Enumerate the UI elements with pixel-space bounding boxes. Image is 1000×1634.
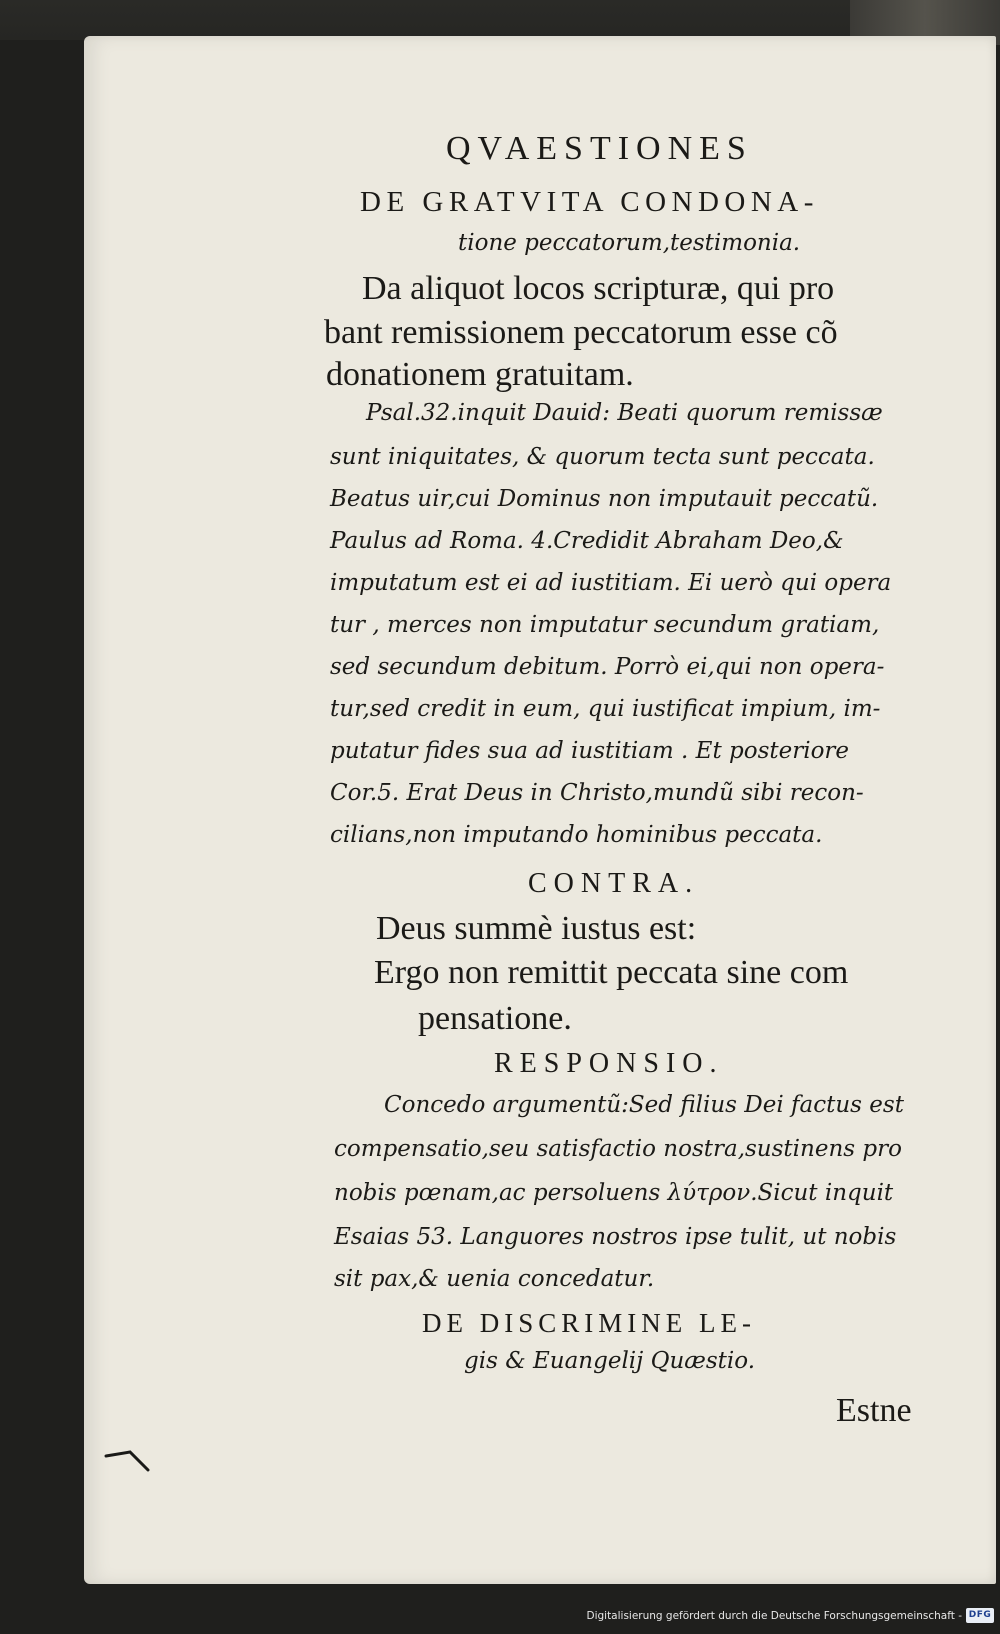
- responsio-line: Concedo argumentũ:Sed filius Dei factus est: [384, 1092, 904, 1118]
- dfg-logo-icon: DFG: [966, 1608, 994, 1623]
- section-heading-line1: DE GRATVITA CONDONA-: [360, 186, 819, 218]
- responsio-line: Esaias 53. Languores nostros ipse tulit, ut nobis: [334, 1224, 897, 1250]
- answer-line: Paulus ad Roma. 4.Credidit Abraham Deo,&: [330, 528, 844, 554]
- book-page: [84, 36, 996, 1584]
- responsio-line: sit pax,& uenia concedatur.: [334, 1266, 655, 1292]
- page-title: QVAESTIONES: [446, 130, 753, 167]
- next-heading-line1: DE DISCRIMINE LE-: [422, 1308, 756, 1338]
- contra-line: Ergo non remittit peccata sine com: [374, 954, 849, 991]
- dfg-credit-text: Digitalisierung gefördert durch die Deutsche Forschungsgemeinschaft -: [586, 1610, 962, 1622]
- answer-line: imputatum est ei ad iustitiam. Ei uerò qui opera: [330, 570, 892, 596]
- answer-line: tur , merces non imputatur secundum gratiam,: [330, 612, 880, 638]
- page-text: [84, 36, 996, 1584]
- catchword: Estne: [836, 1392, 912, 1429]
- contra-line: Deus summè iustus est:: [376, 910, 697, 947]
- answer-line: Cor.5. Erat Deus in Christo,mundũ sibi recon-: [330, 780, 864, 806]
- responsio-heading: RESPONSIO.: [494, 1048, 724, 1079]
- answer-line: sunt iniquitates, & quorum tecta sunt peccata.: [330, 444, 875, 470]
- answer-line: sed secundum debitum. Porrò ei,qui non opera-: [330, 654, 885, 680]
- question-line: donationem gratuitam.: [326, 356, 634, 393]
- contra-line: pensatione.: [418, 1000, 572, 1037]
- margin-mark-icon: [100, 1440, 160, 1480]
- responsio-line: nobis pœnam,ac persoluens λύτρον.Sicut inquit: [334, 1180, 894, 1206]
- digitization-footer: [0, 1590, 1000, 1634]
- question-line: bant remissionem peccatorum esse cõ: [324, 314, 838, 351]
- next-heading-line2: gis & Euangelij Quæstio.: [464, 1348, 756, 1374]
- answer-line: tur,sed credit in eum, qui iustificat impium, im-: [330, 696, 881, 722]
- answer-line: Psal.32.inquit Dauid: Beati quorum remissæ: [366, 400, 883, 426]
- responsio-line: compensatio,seu satisfactio nostra,sustinens pro: [334, 1136, 902, 1162]
- answer-line: putatur fides sua ad iustitiam . Et posteriore: [330, 738, 850, 764]
- answer-line: Beatus uir,cui Dominus non imputauit peccatũ.: [330, 486, 879, 512]
- answer-line: cilians,non imputando hominibus peccata.: [330, 822, 823, 848]
- question-line: Da aliquot locos scripturæ, qui pro: [362, 270, 835, 307]
- section-heading-line2: tione peccatorum,testimonia.: [458, 230, 801, 256]
- contra-heading: CONTRA.: [528, 868, 700, 899]
